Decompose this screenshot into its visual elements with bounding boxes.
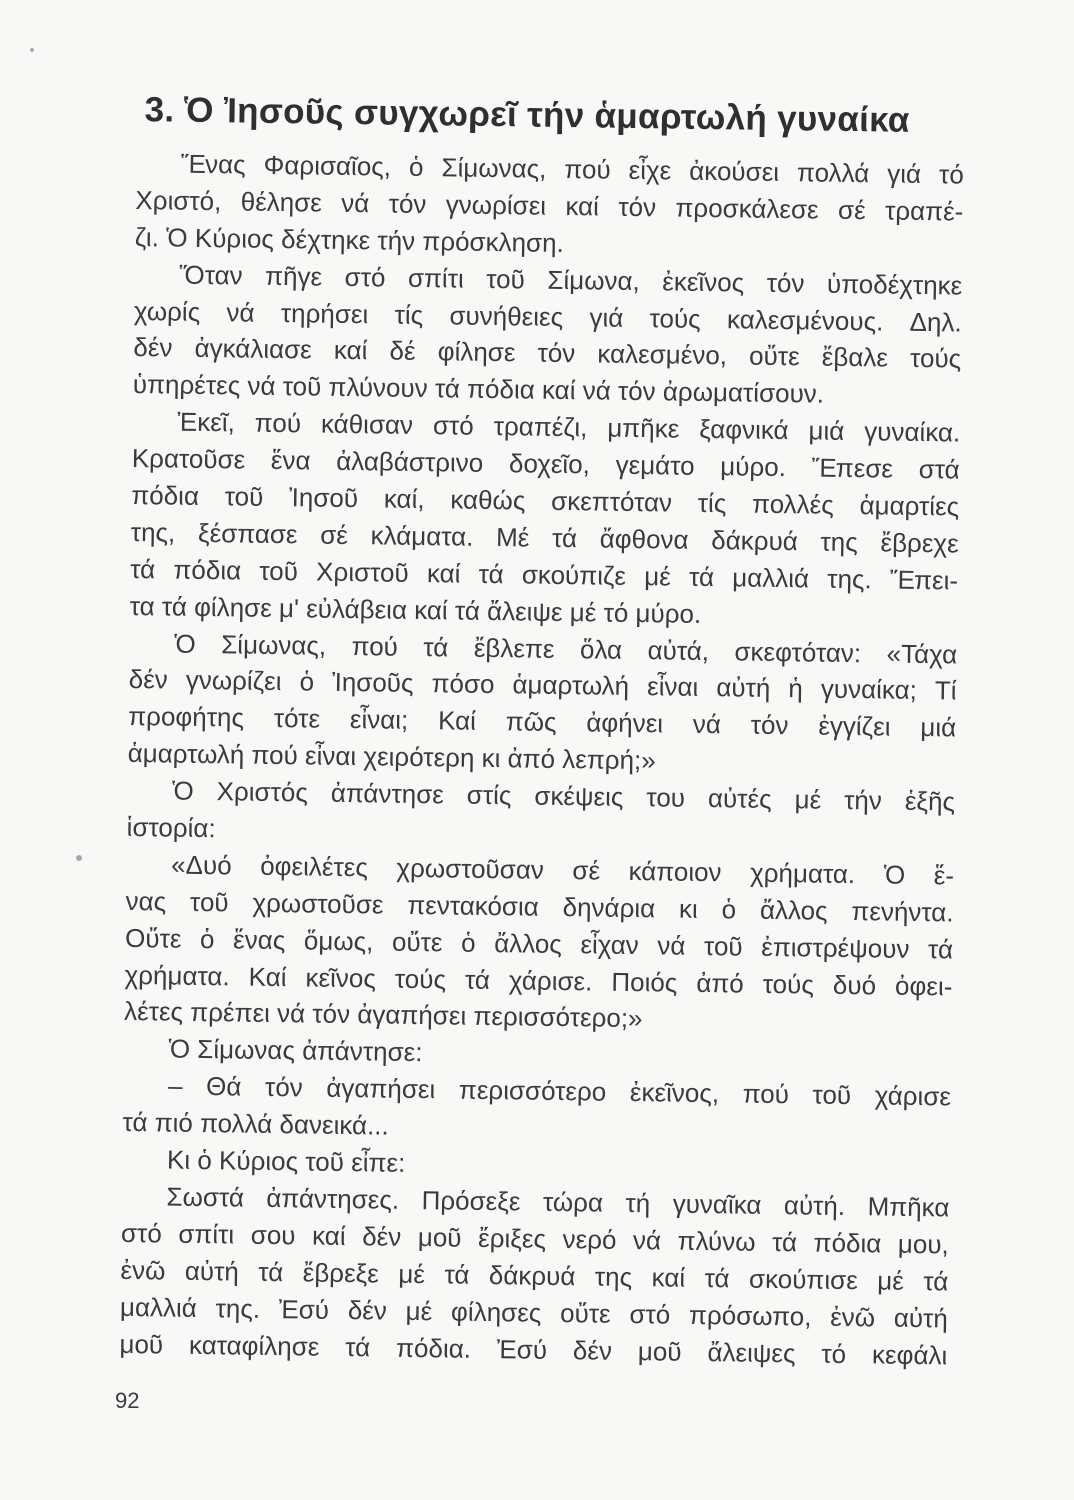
word: Χριστό,	[135, 184, 222, 217]
word: γυναίκα.	[864, 416, 961, 448]
word: ἄλλος	[759, 894, 828, 926]
word: Ἰησοῦς	[331, 667, 414, 699]
word: ἀφήνει	[586, 707, 664, 739]
word: Ἔπει-	[889, 564, 959, 596]
word: ἔριξες	[477, 1222, 547, 1254]
word: Ἰησοῦ	[288, 482, 359, 514]
word: καί	[565, 190, 600, 222]
word: Δηλ.	[909, 306, 962, 338]
word: μοῦ	[637, 1335, 682, 1367]
word: μοῦ	[417, 1221, 462, 1253]
word: ὀφειλέτες	[260, 850, 369, 883]
word: συνήθειες	[449, 299, 564, 332]
word: ἡ	[788, 673, 804, 704]
word: νερό	[562, 1223, 617, 1255]
word: Ποιός	[611, 966, 678, 998]
word: τόν	[618, 191, 657, 223]
word: περισσότερο	[458, 1074, 607, 1107]
word: στό	[344, 261, 386, 293]
word: αὐτές	[707, 783, 772, 815]
word: ἁμαρτίες	[859, 490, 960, 522]
word: φίλησες	[450, 1296, 542, 1328]
text-line: ὑπηρέτες νά τοῦ πλύνουν τά πόδια καί νά τόν ἀρωματίσουν.	[132, 369, 825, 409]
word: τό	[938, 159, 964, 190]
word: καί	[333, 335, 368, 366]
paragraph	[119, 1178, 949, 1374]
word: Σίμωνα,	[547, 264, 640, 296]
word: ἀκούσει	[689, 155, 780, 187]
word: Καί	[437, 705, 477, 737]
book-page-content	[119, 88, 965, 1374]
word: Κρατοῦσε	[131, 443, 246, 475]
word: ἄφθονα	[599, 523, 689, 555]
paragraph	[124, 846, 954, 1042]
word: ἄλειψες	[707, 1336, 796, 1368]
word: σπίτι	[178, 1218, 235, 1250]
word: δέν	[361, 1221, 402, 1252]
word: καί	[311, 1220, 346, 1251]
word: Χριστοῦ	[315, 556, 409, 588]
word: πῶς	[505, 706, 557, 738]
word: γιά	[589, 301, 624, 333]
word: στό	[432, 410, 474, 441]
word: καταφίλησε	[188, 1329, 320, 1362]
word: αὐτή	[893, 1302, 949, 1334]
word: σέ	[572, 855, 601, 886]
word: τούς	[649, 302, 701, 334]
word: καθώς	[450, 484, 526, 516]
word: πρόσωπο,	[688, 1299, 812, 1332]
word: τραπέ-	[884, 195, 964, 227]
word: πολλά	[796, 157, 870, 189]
word: ἄλλος	[494, 927, 563, 959]
word: καί	[426, 557, 461, 589]
word: μαλλιά	[732, 562, 810, 594]
word: σκούπισε	[748, 1263, 858, 1295]
word: ἀγκάλιασε	[194, 333, 312, 365]
word: χρωστοῦσε	[252, 887, 384, 920]
word: μέ	[794, 784, 822, 815]
word: τή	[625, 1187, 651, 1219]
word: ὁ	[408, 151, 424, 183]
word: πόσο	[431, 668, 495, 700]
word: σκεφτόταν:	[734, 635, 862, 668]
word: χάρισε.	[508, 964, 593, 997]
word: γυναῖκα	[672, 1188, 762, 1220]
word: κάποιον	[628, 855, 722, 888]
word: ἔβρεξε	[302, 1257, 380, 1289]
word: Σίμωνας,	[221, 628, 327, 661]
word: νά	[692, 709, 722, 740]
word: πῆγε	[264, 260, 323, 292]
word: τότε	[273, 703, 321, 734]
word: κάθισαν	[320, 408, 414, 441]
word: τά	[258, 1256, 284, 1287]
word: Ἐσύ	[496, 1333, 548, 1365]
word: μπῆκε	[607, 412, 680, 444]
word: πόδια	[131, 479, 200, 511]
word: πού	[254, 407, 302, 439]
word: εἶχε	[628, 154, 672, 186]
word: μέ	[398, 1258, 426, 1289]
word: Ἐκεῖ,	[177, 406, 236, 438]
word: δοχεῖο,	[508, 448, 591, 480]
word: καλεσμένους.	[726, 303, 884, 337]
word: τοῦ	[486, 263, 526, 295]
word: Φαρισαῖος,	[263, 149, 392, 182]
word: τίς	[394, 299, 424, 330]
word: ἐνῶ	[830, 1301, 876, 1333]
word: δέν	[133, 332, 173, 363]
word: ὁ	[460, 927, 476, 958]
word: στίς	[466, 779, 512, 811]
word: νά	[226, 296, 255, 328]
word: στό	[120, 1217, 163, 1249]
word: χρήματα.	[124, 959, 230, 991]
word: –	[167, 1070, 183, 1101]
word: ἐπιστρέψουν	[761, 931, 910, 964]
word: εἶναι	[646, 671, 699, 703]
word: χρήματα.	[749, 857, 856, 890]
word: πεντακόσια	[407, 889, 539, 922]
word: ἐγγίζει	[818, 710, 891, 742]
word: γνωρίζει	[185, 665, 282, 697]
word: της.	[827, 563, 872, 595]
word: Οὔτε	[124, 922, 182, 954]
word: ἕ-	[933, 860, 955, 891]
word: «Δυό	[170, 849, 232, 881]
text-line: Ὁ Σίμωνας ἀπάντησε:	[168, 1033, 423, 1068]
word: κεφάλι	[871, 1338, 948, 1370]
word: Πρόσεξε	[421, 1185, 521, 1217]
word: τό	[821, 1338, 847, 1369]
word: μαλλιά	[119, 1291, 198, 1323]
word: οὔτε	[391, 926, 443, 958]
word: της	[594, 1261, 633, 1292]
word: μέ	[644, 560, 672, 592]
scan-speck	[30, 48, 34, 52]
word: πόδια.	[395, 1332, 472, 1364]
word: Μέ	[495, 521, 530, 553]
paragraph	[130, 403, 961, 636]
word: πενήντα.	[851, 895, 954, 928]
word: ἔβαλε	[821, 342, 889, 373]
word: χάρισε	[874, 1080, 952, 1112]
word: δάκρυά	[711, 524, 799, 557]
word: σπίτι	[407, 262, 464, 294]
word: μιά	[808, 415, 845, 447]
word: τούς	[909, 343, 962, 374]
word: κεῖνος	[305, 962, 377, 994]
text-line: λέτες πρέπει νά τόν ἀγαπήσει περισσότερο;»	[123, 996, 643, 1034]
word: τοῦ	[224, 481, 264, 512]
word: τηρήσει	[280, 297, 369, 329]
word: Ὁ	[171, 775, 194, 806]
word: ξαφνικά	[699, 414, 789, 446]
word: ἔβρεχε	[880, 527, 959, 559]
word: σκούπιζε	[521, 559, 627, 591]
word: τά	[551, 522, 578, 554]
word: καί	[651, 1262, 686, 1293]
word: οὔτε	[748, 341, 800, 372]
word: δυό	[832, 969, 877, 1000]
paragraph	[133, 256, 963, 415]
word: τά	[345, 1331, 371, 1362]
word: ἐνῶ	[120, 1254, 166, 1286]
text-line: τά πιό πολλά δανεικά...	[122, 1107, 389, 1141]
word: καί,	[383, 483, 425, 515]
word: ἐκεῖνος,	[629, 1077, 720, 1109]
word: ἀπάντησες.	[266, 1182, 400, 1215]
word: ἀγαπήσει	[326, 1073, 436, 1105]
word: ὀφει-	[894, 970, 953, 1002]
word: αὐτή.	[783, 1190, 846, 1221]
paragraph	[135, 145, 964, 267]
word: δέν	[572, 1334, 613, 1366]
word: χωρίς	[133, 295, 201, 327]
word: ἁμαρτωλή	[512, 669, 630, 702]
word: προφήτης	[128, 701, 245, 733]
word: τόν	[388, 188, 427, 219]
word: εἶχαν	[580, 928, 640, 960]
paragraph	[126, 772, 955, 857]
word: Ἐσύ	[278, 1293, 330, 1325]
word: τά	[130, 553, 156, 585]
word: τοῦ	[703, 930, 743, 962]
word: τά	[704, 1262, 730, 1294]
word: τά	[478, 558, 504, 589]
word: μιά	[920, 712, 957, 743]
word: πόδια	[173, 554, 242, 586]
word: τά	[923, 1265, 949, 1297]
word: νά	[632, 1224, 662, 1256]
word: τά	[771, 1226, 798, 1258]
word: της,	[130, 516, 176, 548]
paragraph	[122, 1067, 951, 1152]
word: ἑξῆς	[904, 785, 956, 817]
word: τόν	[264, 1072, 303, 1103]
word: γυναίκα;	[820, 674, 918, 706]
word: δέν	[347, 1294, 388, 1326]
word: νας	[125, 885, 167, 917]
word: δηνάρια	[562, 891, 656, 924]
word: Ὁ	[174, 628, 196, 659]
word: τραπέζι,	[493, 411, 588, 443]
word: ὁ	[199, 923, 215, 954]
text-line: Κι ὁ Κύριος τοῦ εἶπε:	[166, 1144, 406, 1178]
word: τά	[464, 964, 491, 995]
text-line: τα τά φίλησε μ' εὐλάβεια καί τά ἄλειψε μέ τό μύρο.	[129, 590, 702, 629]
word: τήν	[843, 785, 883, 816]
word: μου,	[897, 1228, 950, 1260]
word: νά	[657, 930, 686, 961]
page-number: 92	[115, 1388, 140, 1413]
word: δάκρυά	[488, 1259, 576, 1291]
word: σέ	[320, 519, 349, 550]
word: ἀλαβάστρινο	[336, 445, 484, 478]
word: ὁ	[299, 666, 315, 697]
word: σου	[250, 1219, 296, 1251]
word: αὐτή	[716, 672, 771, 704]
word: ἀπό	[696, 967, 744, 999]
word: τά	[688, 561, 715, 592]
word: ἕνας	[232, 924, 286, 955]
word: Τί	[934, 675, 957, 706]
word: δέ	[389, 336, 416, 367]
word: νά	[341, 187, 370, 219]
paragraph	[127, 625, 957, 784]
word: πολλές	[751, 488, 835, 520]
word: ξέσπασε	[197, 517, 298, 550]
text-line: ἁμαρτωλή πού εἶναι χειρότερη κι ἀπό λεπρή;»	[127, 738, 656, 776]
word: κλάματα.	[370, 520, 474, 552]
word: Σίμωνας,	[441, 152, 547, 184]
word: Καί	[248, 961, 287, 992]
scan-speck	[76, 855, 82, 861]
word: εἶναι;	[349, 704, 409, 736]
word: σκεπτόταν	[550, 485, 673, 518]
word: «Τάχα	[886, 638, 958, 670]
word: τοῦ	[189, 886, 229, 918]
word: της	[820, 526, 859, 558]
word: δέν	[128, 664, 169, 695]
word: πού	[564, 153, 611, 185]
word: τόν	[766, 267, 805, 299]
word: πόδια	[813, 1227, 882, 1259]
word: πού	[351, 630, 399, 662]
word: κι	[678, 893, 699, 924]
word: προσκάλεσε	[675, 192, 819, 225]
word: τόν	[537, 338, 576, 369]
word: σέ	[837, 194, 866, 226]
word: ἕνα	[270, 445, 311, 476]
word: τοῦ	[259, 555, 299, 587]
word: της.	[215, 1292, 261, 1324]
word: τίς	[697, 487, 727, 519]
word: αὐτά,	[647, 634, 710, 666]
word: τόν	[750, 709, 789, 741]
word: του	[646, 782, 686, 813]
word: τά	[444, 1259, 470, 1290]
word: σκέψεις	[534, 780, 624, 813]
word: ὅλα	[579, 633, 623, 665]
chapter-title: 3. Ὁ Ἰησοῦς συγχωρεῖ τήν ἁμαρτωλή γυναίκα	[144, 90, 910, 140]
word: τούς	[762, 968, 815, 1000]
word: Ὅταν	[179, 259, 243, 291]
word: μύρο.	[720, 451, 787, 483]
word: τούς	[394, 963, 447, 994]
word: πού	[742, 1078, 790, 1110]
word: χρωστοῦσαν	[396, 852, 545, 885]
word: μοῦ	[119, 1328, 164, 1359]
word: Χριστός	[216, 776, 309, 808]
word: ὁ	[721, 894, 737, 925]
word: γνωρίσει	[445, 189, 547, 221]
word: οὔτε	[559, 1297, 611, 1329]
word: ὅμως,	[303, 925, 374, 957]
text-line: ζι. Ὁ Κύριος δέχτηκε τήν πρόσκληση.	[134, 221, 565, 258]
word: στό	[629, 1298, 671, 1330]
word: Θά	[205, 1071, 242, 1102]
word: τά	[423, 631, 449, 662]
text-line: ἱστορία:	[126, 811, 216, 844]
word: πλύνω	[677, 1225, 756, 1257]
word: ἔβλεπε	[473, 632, 555, 664]
word: Ὁ	[883, 859, 906, 890]
word: τά	[927, 933, 954, 965]
word: αὐτή	[184, 1255, 240, 1287]
word: καλεσμένο,	[597, 338, 728, 371]
word: Σωστά	[166, 1181, 245, 1213]
word: Ἕνας	[180, 148, 246, 180]
word: Μπῆκα	[867, 1191, 950, 1223]
word: μέ	[405, 1295, 433, 1326]
word: θέλησε	[240, 186, 323, 218]
word: τώρα	[542, 1186, 604, 1218]
word: ἐκεῖνος	[662, 266, 745, 298]
word: ὑποδέχτηκε	[826, 268, 963, 301]
word: γιά	[887, 158, 922, 189]
word: στά	[918, 454, 960, 485]
word: Ἔπεσε	[811, 452, 894, 484]
word: γεμάτο	[615, 449, 695, 481]
word: ἀπάντησε	[330, 777, 445, 810]
word: φίλησε	[437, 336, 516, 368]
word: μέ	[877, 1265, 905, 1296]
word: τοῦ	[812, 1079, 852, 1111]
